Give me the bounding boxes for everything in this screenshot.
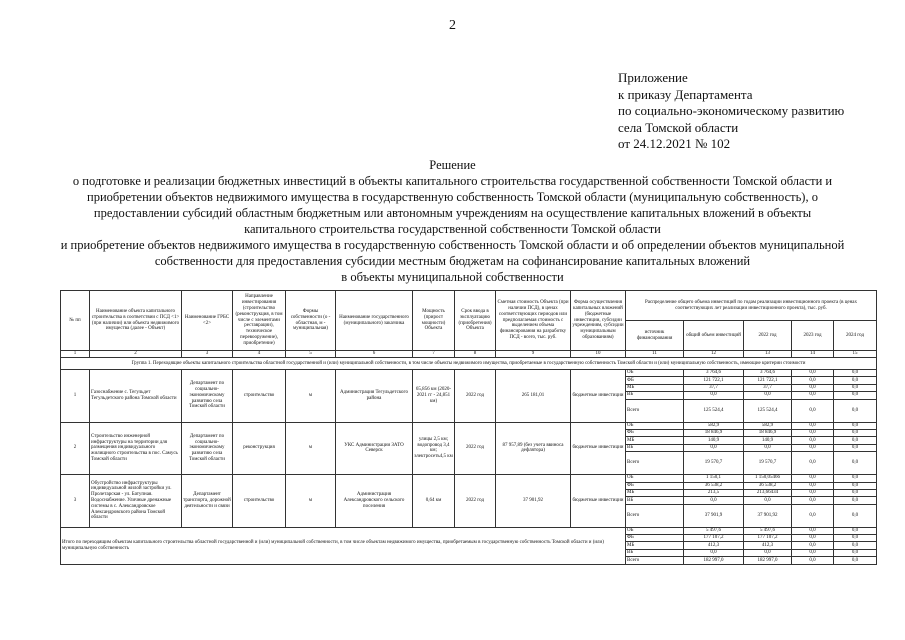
group-row <box>61 358 877 370</box>
fin-2022: 3 764,6 <box>744 370 792 377</box>
fin-2024: 0,0 <box>834 497 877 504</box>
fin-2023: 0,0 <box>792 444 834 451</box>
object-capacity: 0,64 км <box>413 475 455 528</box>
fin-source: ВБ <box>626 444 684 451</box>
fin-2024: 0,0 <box>834 549 877 556</box>
fin-source: ОБ <box>626 527 684 534</box>
column-number: 12 <box>684 351 744 358</box>
fin-2022: 582,9 <box>744 422 792 429</box>
title-line: в объекты муниципальной собственности <box>341 270 564 284</box>
object-cost: 37 901,92 <box>496 475 571 528</box>
header-cost: Сметная стоимость Объекта (при наличии ПСД), в ценах соответствующих периодов или предполагаемая стоимость с выделением объема финансирования на разработку ПСД - всего, тыс. руб. <box>496 291 571 351</box>
fin-2024: 0,0 <box>834 370 877 377</box>
fin-2024: 0,0 <box>834 557 877 564</box>
appendix-line: села Томской области <box>618 119 739 135</box>
fin-2023: 0,0 <box>792 489 834 496</box>
column-number: 15 <box>834 351 877 358</box>
fin-source: ФБ <box>626 377 684 384</box>
fin-2024: 0,0 <box>834 444 877 451</box>
object-name: Обустройство инфраструктуры индивидуальной жилой застройки ул. Пролетарская - ул. Батупная. Водоснабжение. Уличные дренажные системы в с. Александровское Александровского района Томской области <box>90 475 182 528</box>
object-grbs: Департамент по социально-экономическому развитию села Томской области <box>182 422 233 475</box>
fin-2022: 5 497,6 <box>744 527 792 534</box>
investment-table <box>60 290 877 565</box>
fin-total: 582,9 <box>684 422 744 429</box>
object-direction: реконструкция <box>233 422 286 475</box>
object-customer: УКС Администрации ЗАТО Северск <box>336 422 413 475</box>
fin-total: 5 497,6 <box>684 527 744 534</box>
fin-2023: 0,0 <box>792 482 834 489</box>
header-capacity: Мощность (прирост мощности) Объекта <box>413 291 455 351</box>
fin-2024: 0,0 <box>834 489 877 496</box>
header-grbs: Наименование ГРБС <2> <box>182 291 233 351</box>
object-invest-form: бюджетные инвестиции <box>571 422 626 475</box>
fin-2022: 0,0 <box>744 497 792 504</box>
row-no: 1 <box>61 370 90 423</box>
fin-2022: 412,3 <box>744 542 792 549</box>
fin-2024: 0,0 <box>834 437 877 444</box>
fin-2023: 0,0 <box>792 422 834 429</box>
fin-2022: 19 570,7 <box>744 452 792 475</box>
title-line: о подготовке и реализации бюджетных инвестиций в объекты капитального строительства государственной собственности Томской области и <box>72 174 833 188</box>
header-no: № пп <box>61 291 90 351</box>
column-number: 6 <box>336 351 413 358</box>
table-row <box>61 370 877 377</box>
fin-source: ОБ <box>626 475 684 482</box>
fin-total: 37 901,9 <box>684 504 744 527</box>
header-form: Формы собственности (о - областная, м - муниципальная) <box>286 291 336 351</box>
header-2023: 2023 год <box>792 321 834 351</box>
row-no: 2 <box>61 422 90 475</box>
fin-2024: 0,0 <box>834 422 877 429</box>
fin-2023: 0,0 <box>792 557 834 564</box>
fin-2024: 0,0 <box>834 542 877 549</box>
object-invest-form: бюджетные инвестиции <box>571 475 626 528</box>
group-title: Группа 1. Переходящие объекты капитального строительства областной государственной и (или) муниципальной собственности, в том числе объекты недвижимого имущества, приобретаемые в государственную собственность Томской области и (или) муниципальную собственность, имеющие критерии стоимости <box>61 358 877 370</box>
header-distribution: Распределение общего объема инвестиций по годам реализации инвестиционного проекта (в ценах соответствующих лет реализации инвестиционного проекта), тыс. руб. <box>626 291 877 321</box>
object-capacity: улицы 2,5 км; водопровод 3,4 км; электросеть4,5 км <box>413 422 455 475</box>
fin-2024: 0,0 <box>834 429 877 436</box>
fin-2023: 0,0 <box>792 497 834 504</box>
column-numbers-row <box>61 351 877 358</box>
fin-source: Всего <box>626 504 684 527</box>
fin-source: МБ <box>626 489 684 496</box>
fin-2023: 0,0 <box>792 392 834 399</box>
column-number: 5 <box>286 351 336 358</box>
fin-2022: 1 150,05466 <box>744 475 792 482</box>
page-number: 2 <box>449 18 456 33</box>
object-grbs: Департамент по социально-экономическому развитию села Томской области <box>182 370 233 423</box>
object-customer: Администрация Тегульдетского района <box>336 370 413 423</box>
fin-2023: 0,0 <box>792 475 834 482</box>
fin-2022: 182 997,0 <box>744 557 792 564</box>
totals-row <box>61 527 877 534</box>
fin-2022: 0,0 <box>744 392 792 399</box>
fin-source: МБ <box>626 542 684 549</box>
fin-2024: 0,0 <box>834 384 877 391</box>
title-line: Решение <box>429 158 476 172</box>
fin-2023: 0,0 <box>792 437 834 444</box>
object-invest-form: бюджетные инвестиции <box>571 370 626 423</box>
header-total-volume: общий объем инвестиций <box>684 321 744 351</box>
fin-source: ФБ <box>626 429 684 436</box>
fin-total: 182 997,0 <box>684 557 744 564</box>
fin-2024: 0,0 <box>834 392 877 399</box>
fin-total: 0,0 <box>684 497 744 504</box>
document-title <box>20 157 885 285</box>
object-term: 2022 год <box>455 370 496 423</box>
column-number: 9 <box>496 351 571 358</box>
fin-2023: 0,0 <box>792 504 834 527</box>
column-number: 10 <box>571 351 626 358</box>
fin-2023: 0,0 <box>792 542 834 549</box>
title-line: и приобретение объектов недвижимого имущества в государственную собственность Томской области и об определении объектов муниципальной <box>60 238 845 252</box>
title-line: предоставлении субсидий областным бюджетным или автономным учреждениям на осуществление капитальных вложений в объекты <box>93 206 812 220</box>
title-line: приобретении объектов недвижимого имущества в государственную собственность Томской области (муниципальную собственность), о <box>87 190 818 204</box>
fin-2023: 0,0 <box>792 527 834 534</box>
fin-2023: 0,0 <box>792 377 834 384</box>
column-number: 2 <box>90 351 182 358</box>
column-number: 14 <box>792 351 834 358</box>
totals-label: Итого по переходящим объектам капитального строительства областной государственной и (или) муниципальной собственности, в том числе объектам недвижимого имущества, приобретаемым в государственную собственность Томской области и (или) муниципальную собственность <box>61 527 626 564</box>
fin-2022: 213,66434 <box>744 489 792 496</box>
fin-2022: 0,0 <box>744 549 792 556</box>
fin-total: 121 722,1 <box>684 377 744 384</box>
fin-total: 19 570,7 <box>684 452 744 475</box>
title-line: собственности для предоставления субсидии местным бюджетам на софинансирование капитальных вложений <box>154 254 751 268</box>
table-row <box>61 422 877 429</box>
fin-total: 0,0 <box>684 549 744 556</box>
header-invest-form: Форма осуществления капитальных вложений (бюджетные инвестиции, субсидии учреждениям, субсидии муниципальным образованиям) <box>571 291 626 351</box>
object-grbs: Департамент транспорта, дорожной деятельности и связи <box>182 475 233 528</box>
object-customer: Администрация Александровского сельского поселения <box>336 475 413 528</box>
fin-2024: 0,0 <box>834 504 877 527</box>
fin-2022: 0,0 <box>744 444 792 451</box>
fin-source: Всего <box>626 557 684 564</box>
fin-2022: 37,7 <box>744 384 792 391</box>
fin-total: 0,0 <box>684 392 744 399</box>
object-name: Газоснабжение с. Тегульдет Тегульдетского района Томской области <box>90 370 182 423</box>
fin-total: 18 846,9 <box>684 429 744 436</box>
fin-total: 412,3 <box>684 542 744 549</box>
fin-2023: 0,0 <box>792 429 834 436</box>
fin-2022: 18 846,9 <box>744 429 792 436</box>
header-name: Наименование объекта капитального строительства в соответствии с ПСД <1> (при наличии) или объекта недвижимого имущества (далее - Объект) <box>90 291 182 351</box>
column-number: 1 <box>61 351 90 358</box>
fin-source: ВБ <box>626 392 684 399</box>
fin-2023: 0,0 <box>792 452 834 475</box>
fin-2024: 0,0 <box>834 482 877 489</box>
fin-2024: 0,0 <box>834 377 877 384</box>
appendix-line: Приложение <box>618 70 688 85</box>
fin-total: 0,0 <box>684 444 744 451</box>
object-form: м <box>286 370 336 423</box>
object-cost: 87 957,89 (без учета ввиноса дефлятора) <box>496 422 571 475</box>
fin-2022: 140,9 <box>744 437 792 444</box>
header-customer: Наименование государственного (муниципального) заказчика <box>336 291 413 351</box>
object-form: м <box>286 475 336 528</box>
fin-total: 125 524,4 <box>684 399 744 422</box>
object-direction: строительство <box>233 370 286 423</box>
fin-2022: 36 538,2 <box>744 482 792 489</box>
fin-2022: 37 901,92 <box>744 504 792 527</box>
fin-2024: 0,0 <box>834 527 877 534</box>
fin-total: 177 107,2 <box>684 535 744 542</box>
fin-2024: 0,0 <box>834 452 877 475</box>
fin-total: 3 764,6 <box>684 370 744 377</box>
fin-total: 213,5 <box>684 489 744 496</box>
fin-source: ОБ <box>626 370 684 377</box>
fin-2022: 125 524,4 <box>744 399 792 422</box>
header-2024: 2024 год <box>834 321 877 351</box>
fin-2023: 0,0 <box>792 535 834 542</box>
appendix-line: по социально-экономическому развитию <box>618 103 845 118</box>
column-number: 11 <box>626 351 684 358</box>
fin-2023: 0,0 <box>792 384 834 391</box>
object-name: Строительство инженерной инфраструктуры на территории для размещения индивидуального жилищного строительства в пос. Самусь Томской области <box>90 422 182 475</box>
fin-2024: 0,0 <box>834 399 877 422</box>
row-no: 3 <box>61 475 90 528</box>
fin-source: ОБ <box>626 422 684 429</box>
appendix-block <box>618 70 844 153</box>
fin-source: ФБ <box>626 535 684 542</box>
fin-source: Всего <box>626 399 684 422</box>
object-capacity: 65,856 км (2020-2021 гг - 24,851 км) <box>413 370 455 423</box>
appendix-line: от 24.12.2021 № 102 <box>618 136 731 151</box>
fin-total: 1 150,1 <box>684 475 744 482</box>
column-number: 4 <box>233 351 286 358</box>
fin-2022: 121 722,1 <box>744 377 792 384</box>
object-direction: строительство <box>233 475 286 528</box>
appendix-line: к приказу Департамента <box>618 86 753 102</box>
fin-2023: 0,0 <box>792 370 834 377</box>
fin-source: ФБ <box>626 482 684 489</box>
header-term: Срок ввода в эксплуатацию (приобретения) Объекта <box>455 291 496 351</box>
header-direction: Направление инвестирования (строительство (реконструкция, в том числе с элементами реставрации), техническое перевооружение), приобретение) <box>233 291 286 351</box>
table-row <box>61 475 877 482</box>
object-term: 2022 год <box>455 422 496 475</box>
fin-2024: 0,0 <box>834 535 877 542</box>
fin-source: МБ <box>626 437 684 444</box>
fin-total: 140,9 <box>684 437 744 444</box>
header-2022: 2022 год <box>744 321 792 351</box>
object-cost: 265 181,01 <box>496 370 571 423</box>
fin-source: Всего <box>626 452 684 475</box>
fin-source: ВБ <box>626 549 684 556</box>
column-number: 7 <box>413 351 455 358</box>
fin-source: ВБ <box>626 497 684 504</box>
fin-2024: 0,0 <box>834 475 877 482</box>
title-line: капитального строительства государственной собственности Томской области <box>244 222 661 236</box>
column-number: 13 <box>744 351 792 358</box>
fin-source: МБ <box>626 384 684 391</box>
column-number: 8 <box>455 351 496 358</box>
fin-2023: 0,0 <box>792 399 834 422</box>
fin-2023: 0,0 <box>792 549 834 556</box>
object-form: м <box>286 422 336 475</box>
column-number: 3 <box>182 351 233 358</box>
object-term: 2022 год <box>455 475 496 528</box>
fin-2022: 177 107,2 <box>744 535 792 542</box>
fin-total: 36 538,2 <box>684 482 744 489</box>
fin-total: 37,7 <box>684 384 744 391</box>
header-source: источник финансирования <box>626 321 684 351</box>
